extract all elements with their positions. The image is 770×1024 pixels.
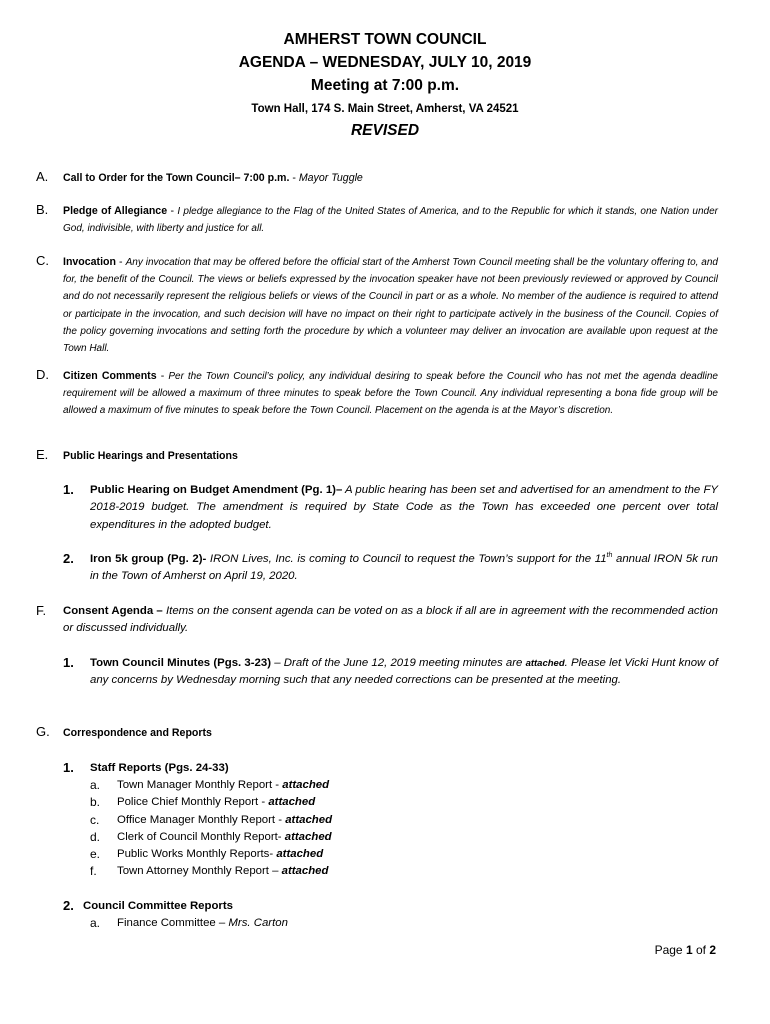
attached-label: attached <box>525 658 565 669</box>
item-text: A public hearing has been set and advertised for an amendment to the FY 2018-2019 budget. The amendment is required by State Code as the Town has exceeded one percent over total expenditures in the adopted budget. <box>90 484 718 531</box>
section-title: Call to Order for the Town Council– 7:00 p.m. <box>63 172 290 184</box>
item-title: Council Committee Reports <box>83 900 233 912</box>
section-text: Any invocation that may be offered before the official start of the Amherst Town Council meeting shall be the voluntary offering to, and for, the benefit of the Council. The views or beliefs expressed by the invocation speaker have not been previously reviewed or approved by Council and do not necessarily represent the religious beliefs or views of the Council in part or as a whole. No member of the audience is required to attend or participate in the invocation, and such decision will have no impact on their right to participate actively in the business of the Council. Copies of the policy governing invocations and setting forth the procedure by which a volunteer may deliver an invocation are available upon request at the Town Hall. <box>63 257 718 355</box>
section-title: Consent Agenda – <box>63 605 163 617</box>
subitem-letter: a. <box>90 778 101 792</box>
item-title: Public Hearing on Budget Amendment (Pg. 1)– <box>90 484 343 496</box>
section-letter: F. <box>36 603 47 618</box>
subitem-text: Police Chief Monthly Report - <box>117 796 269 809</box>
list-item <box>63 898 718 915</box>
section-title: Citizen Comments <box>63 370 157 382</box>
agenda-date: AGENDA – WEDNESDAY, JULY 10, 2019 <box>238 54 532 71</box>
section-letter: C. <box>36 253 49 268</box>
page-number: Page 1 of 2 <box>654 943 716 957</box>
item-text: IRON Lives, Inc. is coming to Council to request the Town’s support for the 11 <box>206 553 607 565</box>
revised-label: REVISED <box>350 122 420 139</box>
section-letter: D. <box>36 367 49 382</box>
subitem-text: Office Manager Monthly Report - <box>117 813 286 826</box>
item-title: Staff Reports (Pgs. 24-33) <box>90 762 229 774</box>
list-item <box>63 655 718 690</box>
section-letter: G. <box>36 724 50 739</box>
list-item <box>63 760 718 777</box>
subitem-text: Town Attorney Monthly Report – <box>117 865 282 878</box>
section-e <box>36 448 718 464</box>
section-text: Per the Town Council’s policy, any individual desiring to speak before the Council who has not met the agenda deadline requirement will be allowed a maximum of three minutes to speak before the Town Council. Any individual representing a bona fide group will be allowed a maximum of five minutes to speak before the Town Council. Placement on the agenda is at the Mayor’s discretion. <box>63 371 718 417</box>
attached-label: attached <box>284 830 332 843</box>
subitem-letter: d. <box>90 829 101 844</box>
section-g <box>36 725 718 741</box>
item-number: 2. <box>63 898 74 913</box>
item-number: 1. <box>63 482 74 497</box>
subitem-text: Finance Committee – <box>117 917 229 929</box>
item-text: – Draft of the June 12, 2019 meeting minutes are <box>271 657 526 669</box>
section-b: B. Pledge of Allegiance - I pledge allegiance to the Flag of the United States of America, and to the Republic for which it stands, one Nation under God, indivisible, with liberty and justice for all. <box>36 202 719 235</box>
subitem-letter: a. <box>90 916 101 930</box>
list-item <box>63 482 718 534</box>
section-text: I pledge allegiance to the Flag of the United States of America, and to the Republic for which it stands, one Nation under God, indivisible, with liberty and justice for all. <box>63 206 719 235</box>
subitem-text: Town Manager Monthly Report - <box>117 779 283 791</box>
attached-label: attached <box>282 779 330 791</box>
item-title: Town Council Minutes (Pgs. 3-23) <box>90 657 272 669</box>
item-number: 2. <box>63 551 74 566</box>
section-title: Pledge of Allegiance <box>63 205 168 217</box>
subitem-letter: e. <box>90 847 101 862</box>
section-letter: E. <box>36 447 49 462</box>
list-item: 2. Iron 5k group (Pg. 2)- IRON Lives, Inc. is coming to Council to request the Town’s support for the 11th annual IRON 5k run in the Town of Amherst on April 19, 2020. <box>63 551 718 583</box>
council-title: AMHERST TOWN COUNCIL <box>283 31 487 48</box>
section-f <box>36 603 718 638</box>
subitem-letter: c. <box>90 812 100 827</box>
section-title: Correspondence and Reports <box>63 727 212 739</box>
section-a: A. Call to Order for the Town Council– 7:00 p.m. - Mayor Tuggle <box>36 169 363 184</box>
subitem-letter: b. <box>90 795 101 810</box>
attached-label: attached <box>268 796 316 809</box>
attached-label: attached <box>276 848 324 861</box>
subitem-text: Clerk of Council Monthly Report- <box>117 830 285 843</box>
subitem-note: Mrs. Carton <box>228 917 288 929</box>
item-number: 1. <box>63 760 74 775</box>
meeting-time: Meeting at 7:00 p.m. <box>310 77 460 94</box>
section-c: C. Invocation - Any invocation that may be offered before the official start of the Amherst Town Council meeting shall be the voluntary offering to, and for, the benefit of the Council. The views or beliefs expressed by the invocation speaker have not been previously reviewed or approved by Council and do not necessarily represent the religious beliefs or views of the Council in part or as a whole. No member of the audience is required to attend or participate in the invocation, and such decision will have no impact on their right to participate actively in the business of the Council. Copies of the policy governing invocations and setting forth the procedure by which a volunteer may deliver an invocation are available upon request at the Town Hall. <box>36 253 718 355</box>
agenda-header <box>0 28 770 142</box>
section-text: Items on the consent agenda can be voted on as a block if all are in agreement with the recommended action or discussed individually. <box>63 605 718 635</box>
item-text-end: . Please let Vicki Hunt know of any concerns by Wednesday morning such that any needed corrections can be presented at the meeting. <box>90 657 718 687</box>
section-title: Invocation <box>63 256 116 268</box>
subitem-text: Public Works Monthly Reports- <box>117 848 277 861</box>
attached-label: attached <box>281 865 329 878</box>
item-number: 1. <box>63 655 74 670</box>
meeting-address: Town Hall, 174 S. Main Street, Amherst, VA 24521 <box>251 103 519 115</box>
item-text-end: annual IRON 5k run in the Town of Amherst on April 19, 2020. <box>90 553 718 583</box>
section-d: D. Citizen Comments - Per the Town Council’s policy, any individual desiring to speak before the Council who has not met the agenda deadline requirement will be allowed a maximum of three minutes to speak before the Town Council. Any individual representing a bona fide group will be allowed a maximum of five minutes to speak before the Town Council. Placement on the agenda is at the Mayor’s discretion. <box>36 367 718 417</box>
section-letter: B. <box>36 202 49 217</box>
section-letter: A. <box>36 169 49 184</box>
section-title: Public Hearings and Presentations <box>63 450 238 462</box>
section-note: Mayor Tuggle <box>298 172 363 184</box>
item-title: Iron 5k group (Pg. 2)- <box>90 553 207 565</box>
attached-label: attached <box>285 813 333 826</box>
subitem-letter: f. <box>90 864 97 879</box>
